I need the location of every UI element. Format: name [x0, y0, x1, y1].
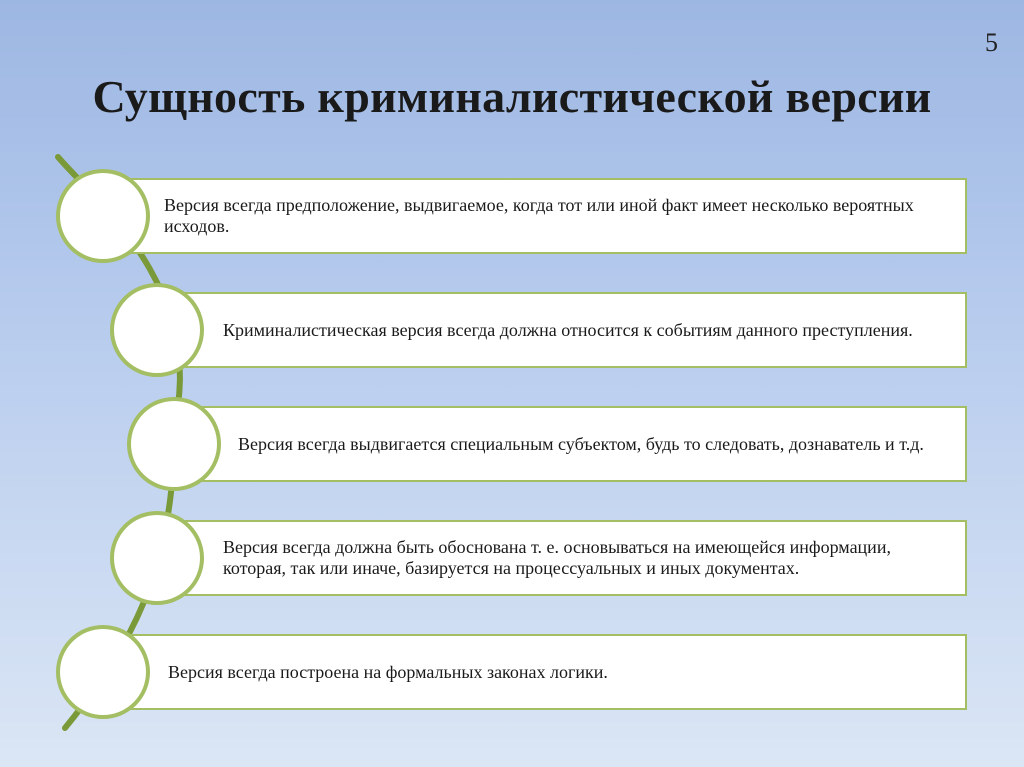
item-bullet-circle — [110, 511, 204, 605]
item-text: Версия всегда выдвигается специальным субъектом, будь то следовать, дознаватель и т.д. — [238, 433, 924, 454]
item-bullet-circle — [127, 397, 221, 491]
item-box — [102, 178, 967, 254]
list-item — [0, 622, 1024, 722]
item-text: Криминалистическая версия всегда должна относится к событиям данного преступления. — [223, 319, 913, 340]
slide-number: 5 — [985, 28, 998, 57]
list-item — [0, 394, 1024, 494]
item-box — [102, 634, 967, 710]
item-text: Версия всегда построена на формальных законах логики. — [168, 661, 608, 682]
item-text: Версия всегда предположение, выдвигаемое, когда тот или иной факт имеет несколько вероятных исходов. — [164, 195, 914, 236]
slide-title: Сущность криминалистической версии — [92, 71, 932, 122]
item-text: Версия всегда должна быть обоснована т. е. основываться на имеющейся информации, которая, так или иначе, базируется на процессуальных и иных документах. — [223, 537, 891, 578]
item-bullet-circle — [56, 169, 150, 263]
list-item — [0, 280, 1024, 380]
list-item — [0, 508, 1024, 608]
item-bullet-circle — [56, 625, 150, 719]
item-bullet-circle — [110, 283, 204, 377]
item-box — [172, 406, 967, 482]
item-box — [155, 520, 967, 596]
item-box — [155, 292, 967, 368]
list-item — [0, 166, 1024, 266]
